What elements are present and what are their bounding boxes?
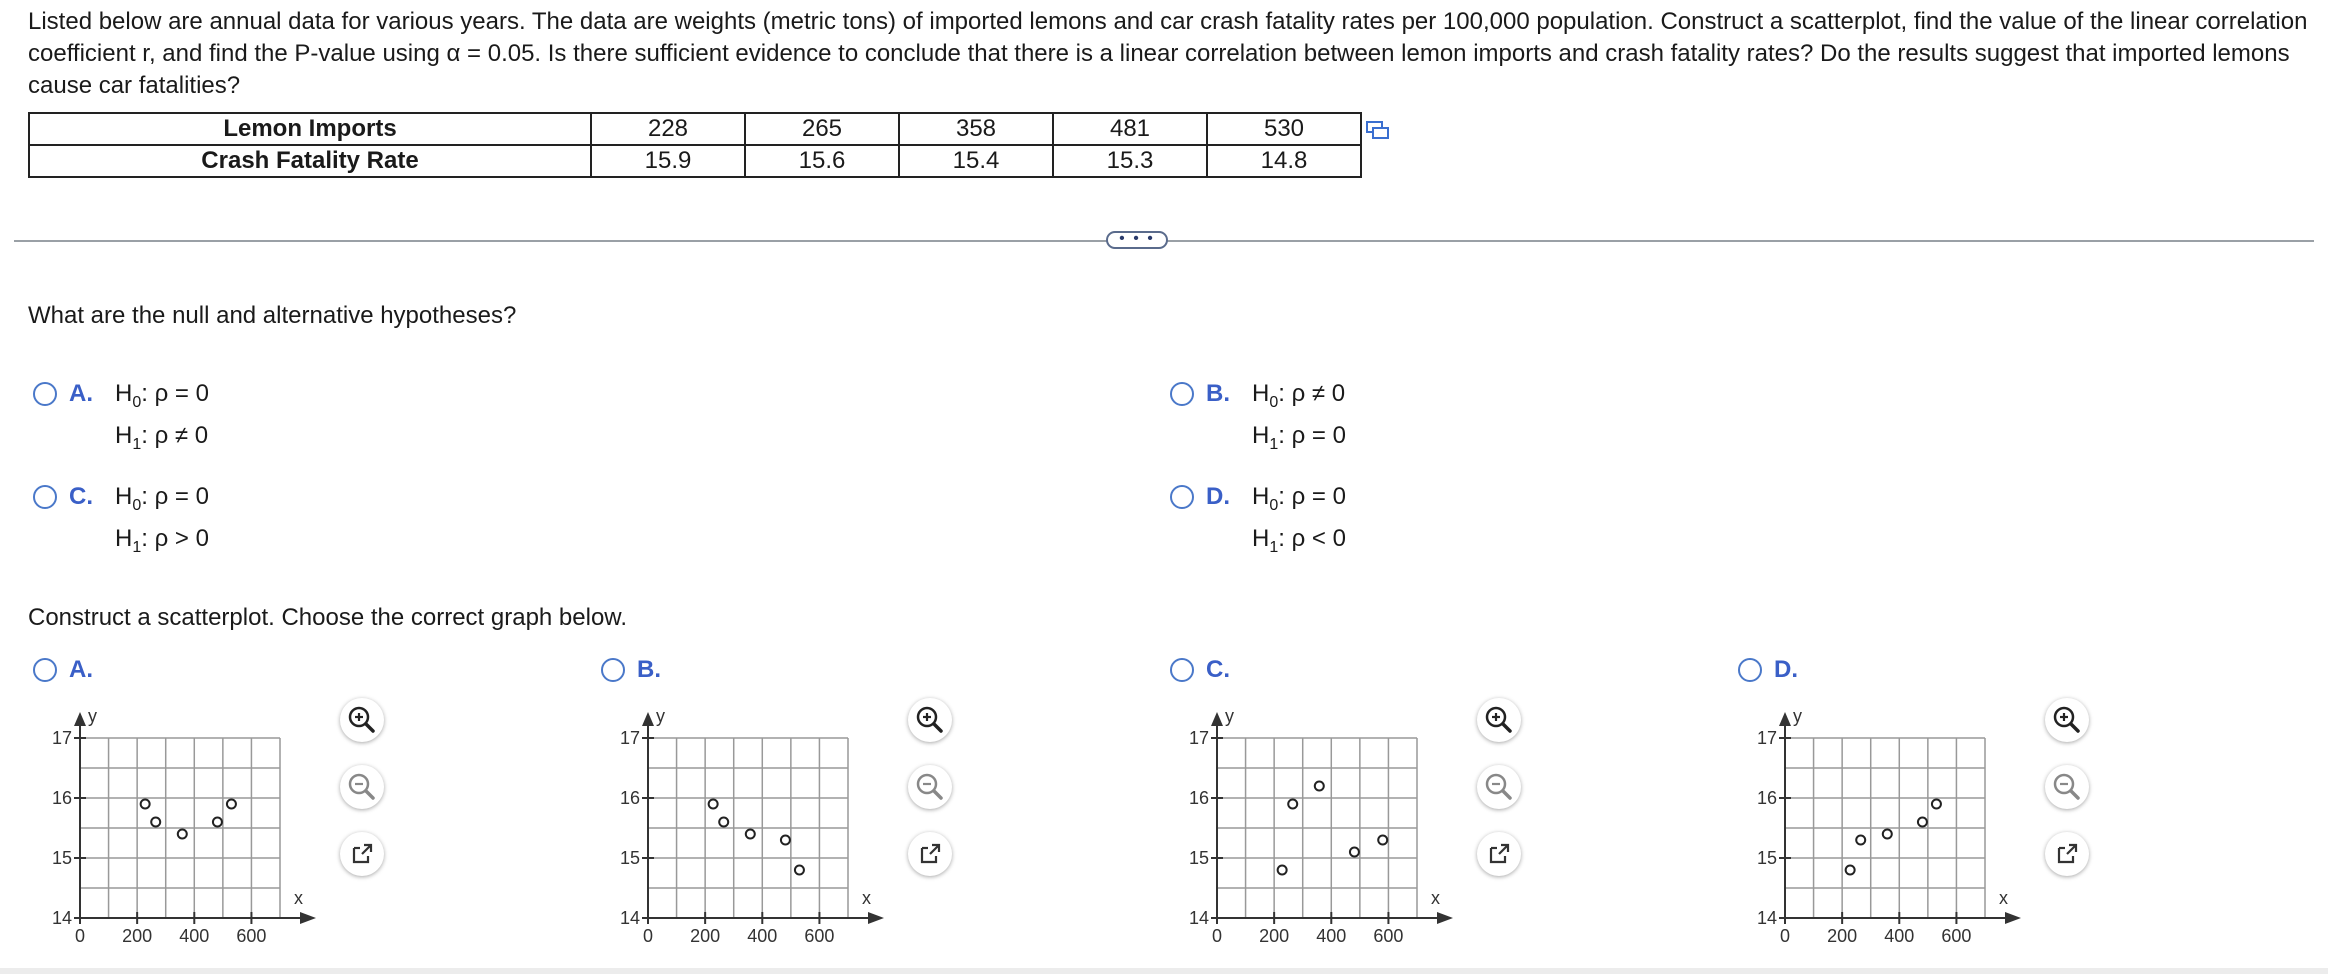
grid [1217, 738, 1417, 918]
y-axis-label: y [88, 706, 97, 726]
table-cell: 15.3 [1053, 145, 1207, 177]
radio-button[interactable] [33, 658, 57, 682]
x-tick-label: 200 [122, 926, 153, 946]
data-point [1315, 782, 1324, 791]
scatterplot-question: Construct a scatterplot. Choose the correct graph below. [28, 604, 627, 631]
option-letter: B. [637, 656, 661, 683]
zoom-in-button[interactable] [908, 698, 952, 742]
y-tick-label: 17 [51, 728, 72, 748]
zoom-out-button[interactable] [1477, 765, 1521, 809]
y-axis-arrow [642, 712, 654, 726]
data-point [709, 800, 718, 809]
option-letter: A. [69, 656, 93, 683]
expand-more-button[interactable]: • • • [1106, 231, 1168, 249]
x-tick-label: 0 [642, 926, 654, 946]
y-tick-label: 16 [1188, 788, 1209, 808]
x-axis-label: x [862, 888, 871, 908]
y-tick-label: 15 [1188, 848, 1209, 868]
data-point [781, 836, 790, 845]
zoom-out-button[interactable] [2045, 765, 2089, 809]
y-axis-label: y [1793, 706, 1802, 726]
row-header: Lemon Imports [29, 113, 591, 145]
zoom-out-icon [1477, 765, 1521, 809]
data-point [141, 800, 150, 809]
y-tick-label: 15 [619, 848, 640, 868]
x-tick-label: 200 [690, 926, 721, 946]
x-tick-label: 0 [1211, 926, 1223, 946]
data-point [1932, 800, 1941, 809]
x-tick-label: 200 [1259, 926, 1290, 946]
data-point [1288, 800, 1297, 809]
y-axis-label: y [656, 706, 665, 726]
table-cell: 15.9 [591, 145, 745, 177]
scatterplot-b [598, 696, 888, 946]
x-axis-arrow [1437, 912, 1453, 924]
y-tick-label: 15 [1756, 848, 1777, 868]
alternative-hypothesis: $H_1$: ρ ≠ 0 [115, 422, 209, 453]
x-tick-label: 400 [1884, 926, 1915, 946]
alternative-hypothesis: $H_1$: ρ = 0 [1252, 422, 1346, 453]
x-tick-label: 0 [74, 926, 86, 946]
zoom-out-button[interactable] [340, 765, 384, 809]
scatterplot-c [1167, 696, 1457, 946]
data-point [719, 818, 728, 827]
data-point [1278, 866, 1287, 875]
table-cell: 358 [899, 113, 1053, 145]
radio-button[interactable] [33, 485, 57, 509]
zoom-in-button[interactable] [1477, 698, 1521, 742]
zoom-out-icon [2045, 765, 2089, 809]
radio-button[interactable] [1170, 485, 1194, 509]
open-new-window-icon [340, 832, 384, 876]
zoom-out-icon [908, 765, 952, 809]
table-cell: 15.6 [745, 145, 899, 177]
table-cell: 14.8 [1207, 145, 1361, 177]
y-tick-label: 16 [1756, 788, 1777, 808]
data-point [1350, 848, 1359, 857]
scatterplot-d [1735, 696, 2025, 946]
table-cell: 530 [1207, 113, 1361, 145]
y-tick-label: 14 [1756, 908, 1777, 928]
data-point [795, 866, 804, 875]
radio-button[interactable] [601, 658, 625, 682]
data-point [1856, 836, 1865, 845]
x-axis-label: x [1431, 888, 1440, 908]
table-row [29, 113, 1361, 145]
y-tick-label: 15 [51, 848, 72, 868]
data-point [746, 830, 755, 839]
open-new-window-button[interactable] [908, 832, 952, 876]
data-point [1378, 836, 1387, 845]
grid [648, 738, 848, 918]
option-letter: C. [69, 483, 93, 510]
data-point [1883, 830, 1892, 839]
x-tick-label: 0 [1779, 926, 1791, 946]
radio-button[interactable] [1738, 658, 1762, 682]
x-axis-arrow [300, 912, 316, 924]
grid [80, 738, 280, 918]
x-axis-label: x [1999, 888, 2008, 908]
zoom-out-button[interactable] [908, 765, 952, 809]
x-tick-label: 600 [1941, 926, 1972, 946]
zoom-in-icon [340, 698, 384, 742]
y-tick-label: 17 [1188, 728, 1209, 748]
open-new-window-icon [2045, 832, 2089, 876]
bottom-bar [0, 968, 2328, 974]
zoom-in-icon [908, 698, 952, 742]
null-hypothesis: $H_0$: ρ = 0 [115, 380, 209, 411]
x-tick-label: 600 [1373, 926, 1404, 946]
copy-data-icon[interactable] [1366, 121, 1390, 141]
option-letter: D. [1774, 656, 1798, 683]
table-cell: 481 [1053, 113, 1207, 145]
option-letter: B. [1206, 380, 1230, 407]
alternative-hypothesis: $H_1$: ρ > 0 [115, 525, 209, 556]
x-tick-label: 600 [236, 926, 267, 946]
open-new-window-icon [908, 832, 952, 876]
zoom-out-icon [340, 765, 384, 809]
y-tick-label: 17 [619, 728, 640, 748]
grid [1785, 738, 1985, 918]
zoom-in-button[interactable] [340, 698, 384, 742]
open-new-window-button[interactable] [1477, 832, 1521, 876]
x-tick-label: 200 [1827, 926, 1858, 946]
problem-statement: Listed below are annual data for various years. The data are weights (metric tons) of imported lemons and car crash fatality rates per 100,000 population. Construct a scatterplot, find the value of the linear correlation coefficient r, and find the P-value using α = 0.05. Is there sufficient evidence to conclude that there is a linear correlation between lemon imports and crash fatality rates? Do the results suggest that imported lemons cause car fatalities? [28, 8, 2308, 99]
y-tick-label: 14 [51, 908, 72, 928]
zoom-in-icon [2045, 698, 2089, 742]
y-tick-label: 14 [1188, 908, 1209, 928]
y-tick-label: 14 [619, 908, 640, 928]
x-tick-label: 600 [804, 926, 835, 946]
row-header: Crash Fatality Rate [29, 145, 591, 177]
data-point [1846, 866, 1855, 875]
table-row [29, 145, 1361, 177]
y-tick-label: 17 [1756, 728, 1777, 748]
data-point [213, 818, 222, 827]
y-axis-arrow [74, 712, 86, 726]
x-axis-label: x [294, 888, 303, 908]
table-cell: 228 [591, 113, 745, 145]
open-new-window-icon [1477, 832, 1521, 876]
table-cell: 265 [745, 113, 899, 145]
y-axis-arrow [1211, 712, 1223, 726]
data-point [227, 800, 236, 809]
x-tick-label: 400 [1316, 926, 1347, 946]
x-axis-arrow [868, 912, 884, 924]
scatterplot-a [30, 696, 320, 946]
zoom-in-button[interactable] [2045, 698, 2089, 742]
table-cell: 15.4 [899, 145, 1053, 177]
data-table [28, 112, 1362, 178]
alternative-hypothesis: $H_1$: ρ < 0 [1252, 525, 1346, 556]
y-tick-label: 16 [51, 788, 72, 808]
x-tick-label: 400 [179, 926, 210, 946]
data-point [1918, 818, 1927, 827]
option-letter: D. [1206, 483, 1230, 510]
hypotheses-question: What are the null and alternative hypotheses? [28, 302, 517, 329]
radio-button[interactable] [33, 382, 57, 406]
open-new-window-button[interactable] [2045, 832, 2089, 876]
radio-button[interactable] [1170, 658, 1194, 682]
x-tick-label: 400 [747, 926, 778, 946]
open-new-window-button[interactable] [340, 832, 384, 876]
radio-button[interactable] [1170, 382, 1194, 406]
y-axis-label: y [1225, 706, 1234, 726]
y-tick-label: 16 [619, 788, 640, 808]
data-point [151, 818, 160, 827]
x-axis-arrow [2005, 912, 2021, 924]
zoom-in-icon [1477, 698, 1521, 742]
null-hypothesis: $H_0$: ρ ≠ 0 [1252, 380, 1346, 411]
option-letter: A. [69, 380, 93, 407]
option-letter: C. [1206, 656, 1230, 683]
null-hypothesis: $H_0$: ρ = 0 [115, 483, 209, 514]
y-axis-arrow [1779, 712, 1791, 726]
data-point [178, 830, 187, 839]
null-hypothesis: $H_0$: ρ = 0 [1252, 483, 1346, 514]
